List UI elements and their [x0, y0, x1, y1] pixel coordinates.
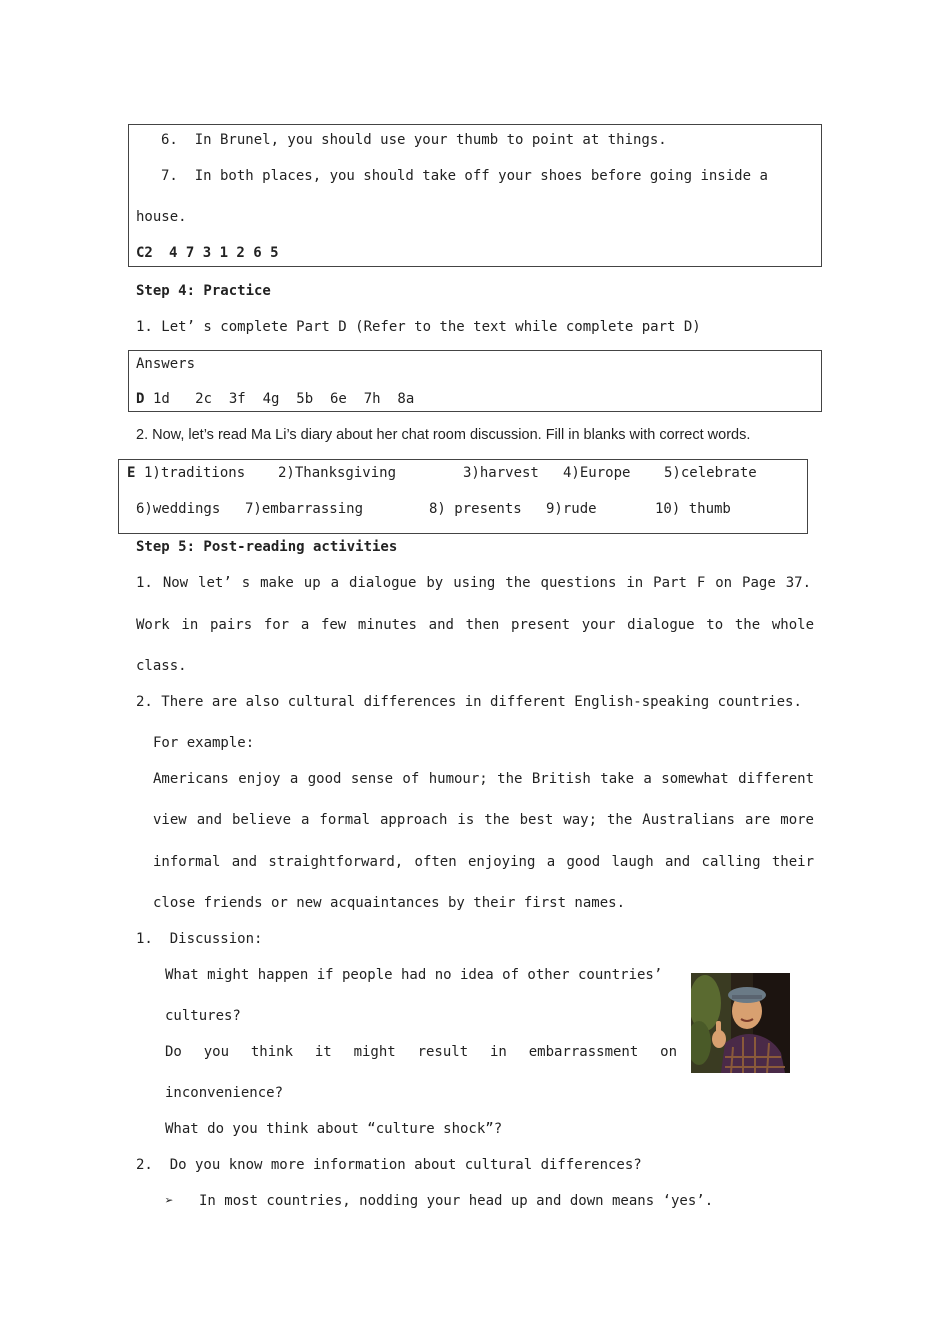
arrow-bullet-icon: ➢ — [165, 1193, 174, 1209]
item-6: 6. In Brunel, you should use your thumb to point at things. — [161, 132, 667, 148]
example-label: For example: — [153, 735, 255, 751]
example-line-2: view and believe a formal approach is the best way; the Australians are more — [153, 812, 814, 828]
item-7-line2: house. — [136, 209, 187, 225]
e-answer-8: 8) presents — [429, 501, 522, 517]
example-line-3: informal and straightforward, often enjoying a good laugh and calling their — [153, 854, 814, 870]
more-info-label: 2. Do you know more information about cultural differences? — [136, 1157, 642, 1173]
e-answer-7: 7)embarrassing — [245, 501, 364, 517]
e-answer-10: 10) thumb — [655, 501, 731, 517]
bullet-1: In most countries, nodding your head up and down means ‘yes’. — [199, 1193, 714, 1209]
step4-item1: 1. Let’ s complete Part D (Refer to the text while complete part D) — [136, 319, 701, 335]
example-line-4: close friends or new acquaintances by their first names. — [153, 895, 626, 911]
question-2-line1: Do you think it might result in embarrassment on — [165, 1044, 677, 1060]
discussion-label: 1. Discussion: — [136, 931, 263, 947]
question-1-line1: What might happen if people had no idea of other countries’ — [165, 967, 663, 983]
step5-item1-line3: class. — [136, 658, 187, 674]
e-answer-3: 3)harvest — [463, 465, 539, 481]
step5-item2: 2. There are also cultural differences in different English-speaking countries. — [136, 694, 802, 710]
step5-heading: Step 5: Post-reading activities — [136, 539, 398, 555]
step4-heading: Step 4: Practice — [136, 283, 271, 299]
e-answer-9: 9)rude — [546, 501, 597, 517]
e-answer-5: 5)celebrate — [664, 465, 757, 481]
item-7-line1: 7. In both places, you should take off your shoes before going inside a — [161, 168, 768, 184]
c2-label: C2 — [136, 245, 153, 261]
question-1-line2: cultures? — [165, 1008, 241, 1024]
question-3: What do you think about “culture shock”? — [165, 1121, 503, 1137]
step5-item1-line2: Work in pairs for a few minutes and then present your dialogue to the whole — [136, 617, 814, 633]
e-answer-4: 4)Europe — [563, 465, 631, 481]
d-answers: 1d 2c 3f 4g 5b 6e 7h 8a — [153, 391, 415, 407]
example-line-1: Americans enjoy a good sense of humour; the British take a somewhat different — [153, 771, 814, 787]
c2-answers: 4 7 3 1 2 6 5 — [169, 245, 279, 261]
question-2-line2: inconvenience? — [165, 1085, 284, 1101]
e-label: E — [127, 465, 136, 481]
answers-label: Answers — [136, 356, 196, 372]
d-label: D — [136, 391, 145, 407]
step4-item2: 2. Now, let’s read Ma Li’s diary about her chat room discussion. Fill in blanks with correct words. — [136, 427, 751, 443]
e-answer-1: 1)traditions — [144, 465, 246, 481]
thumbs-up-photo — [691, 973, 790, 1073]
e-answer-6: 6)weddings — [136, 501, 221, 517]
step5-item1-line1: 1. Now let’ s make up a dialogue by using the questions in Part F on Page 37. — [136, 575, 811, 591]
e-answer-2: 2)Thanksgiving — [278, 465, 397, 481]
